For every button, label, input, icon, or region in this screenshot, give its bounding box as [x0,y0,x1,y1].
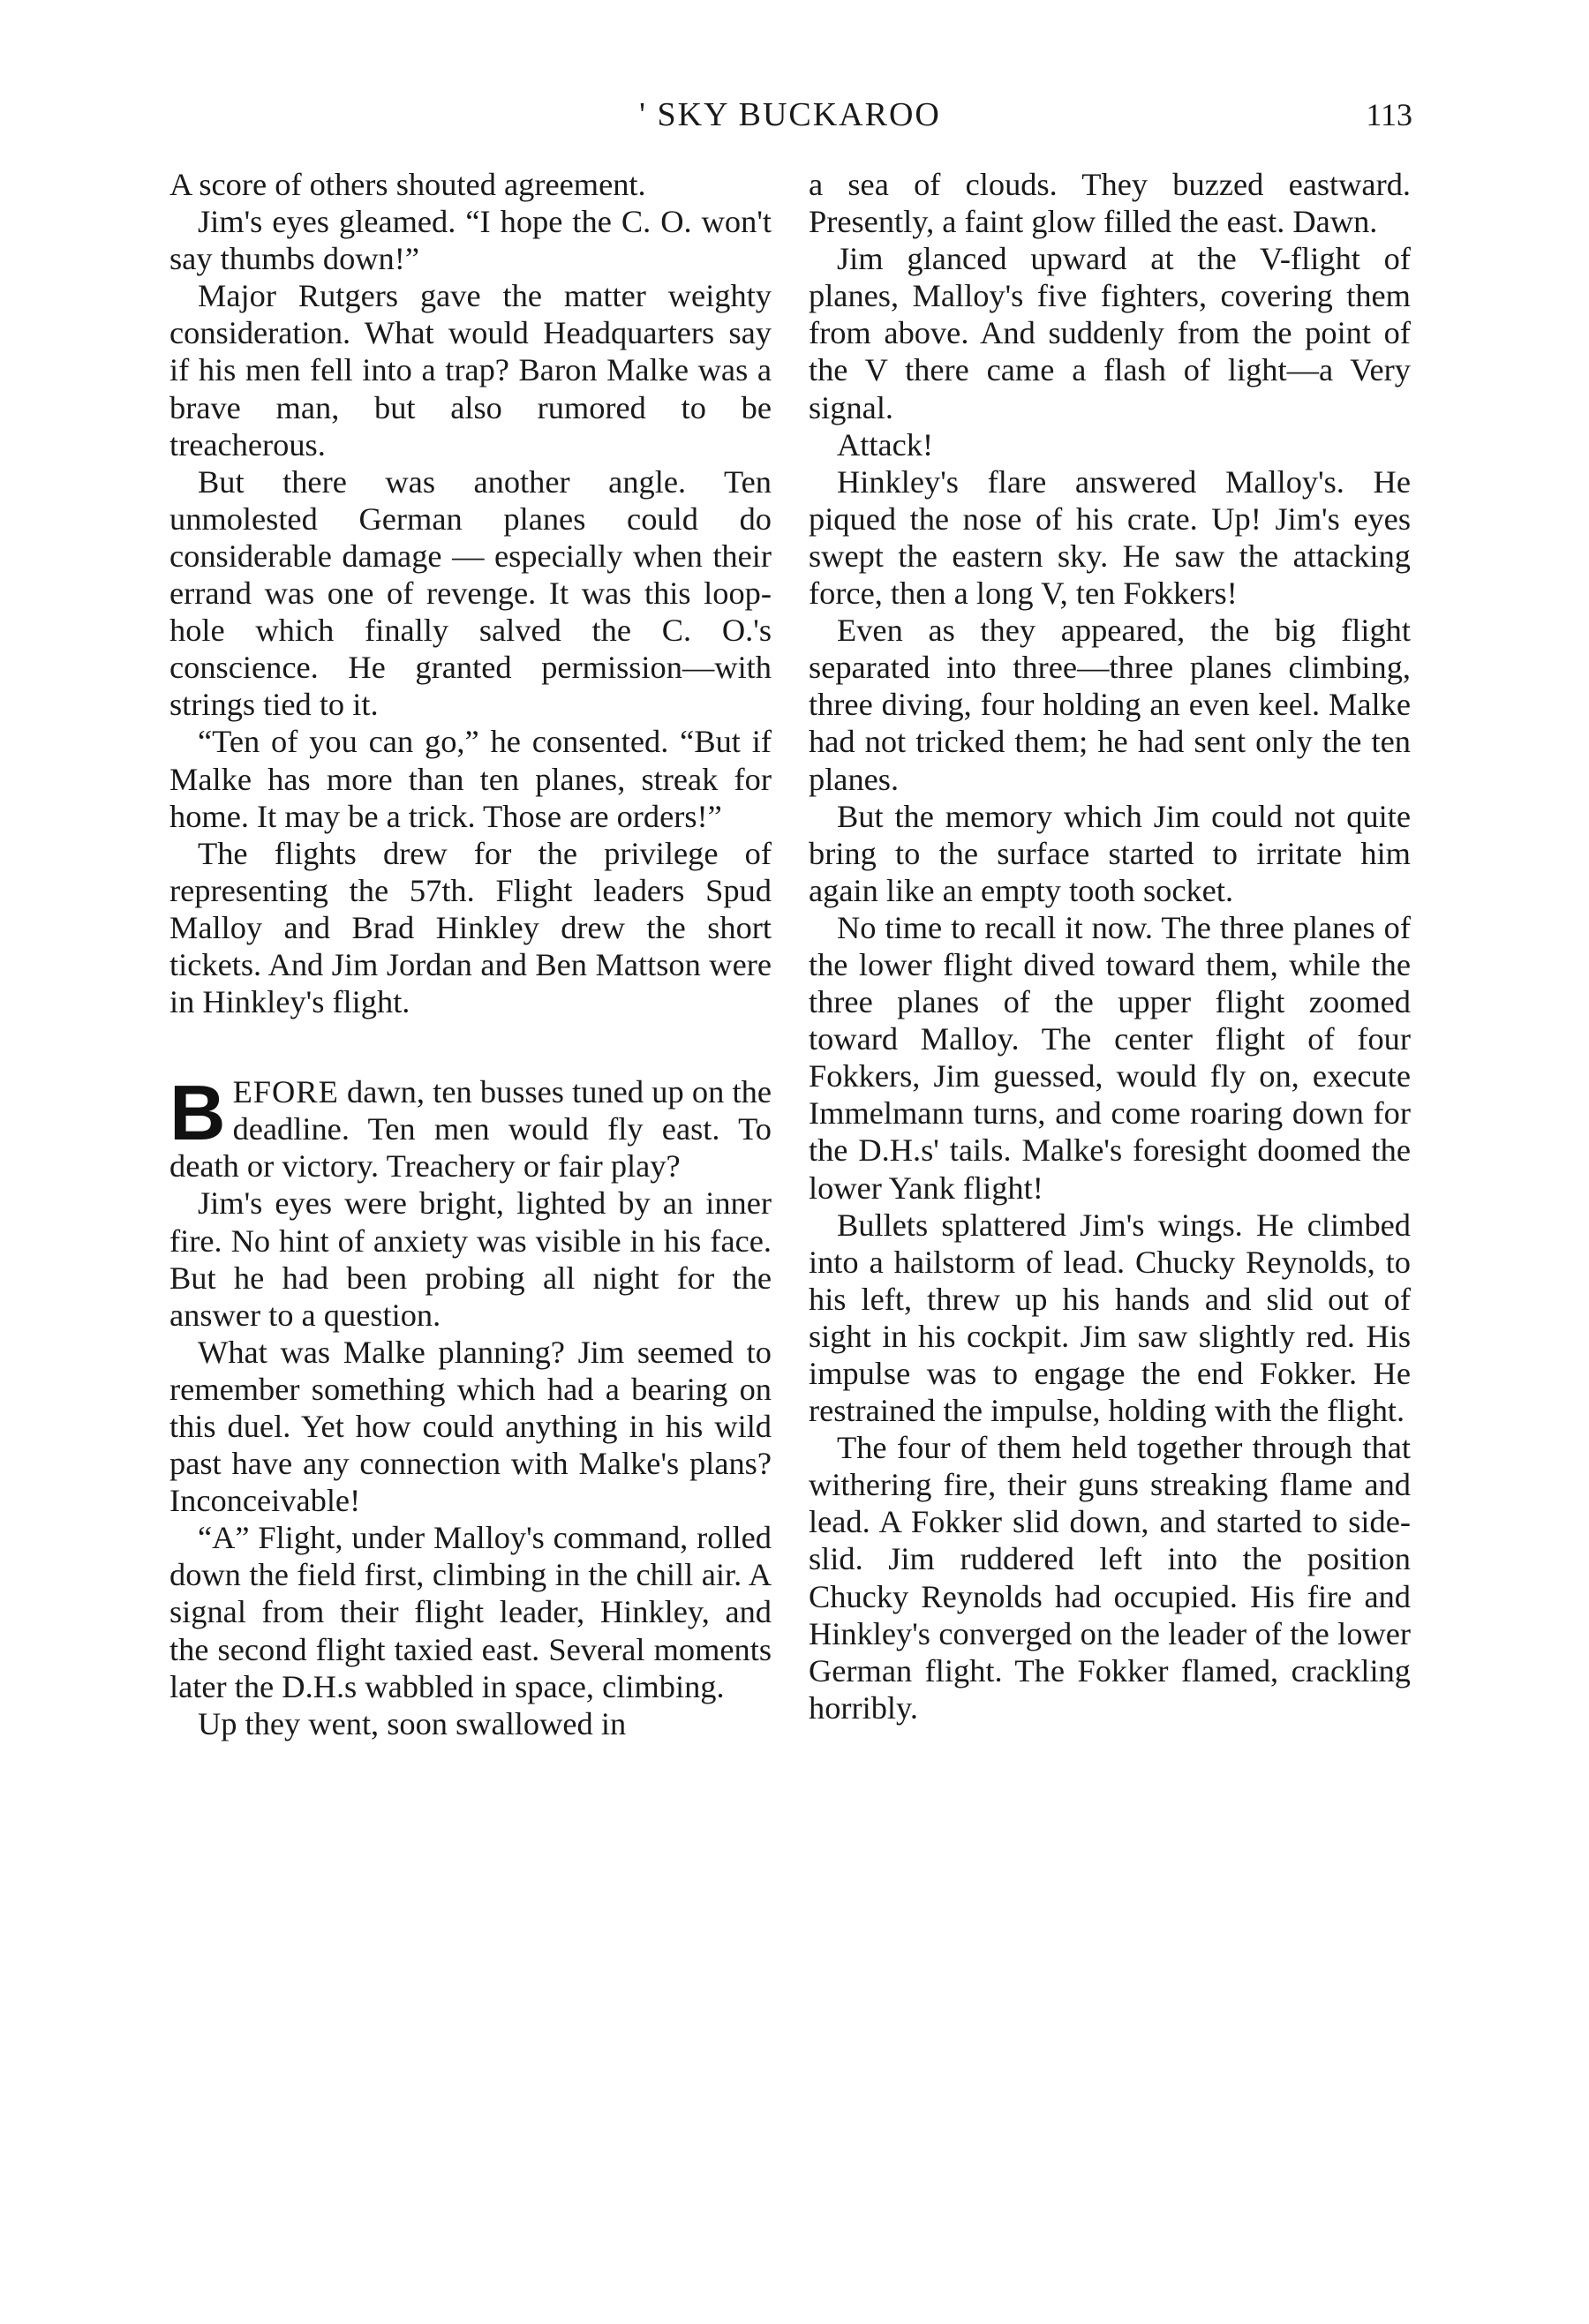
section-break [169,1020,772,1073]
paragraph: Even as they appeared, the big flight separated into three—three planes climbing, three diving, four holding an even keel. Malke had not tricked them; he had sent only the ten planes. [809,613,1411,797]
paragraph: Jim's eyes gleamed. “I hope the C. O. won't say thumbs down!” [169,204,772,277]
running-head [168,88,1412,141]
paragraph: Jim's eyes were bright, lighted by an inner fire. No hint of anxiety was visible in his face. But he had been probing all night for the answer to a question. [169,1185,772,1333]
paragraph: “A” Flight, under Malloy's command, rolled down the field first, climbing in the chill air. A signal from their flight leader, Hinkley, and the second flight taxied east. Several moments later the D.H.s wabbled in space, climbing. [169,1520,772,1704]
page-number: 113 [1366,97,1412,132]
paragraph: Bullets splattered Jim's wings. He climbed into a hailstorm of lead. Chucky Reynolds, to his left, threw up his hands and slid out of sight in his cockpit. Jim saw slightly red. His impulse was to engage the end Fokker. He restrained the impulse, holding with the flight. [809,1207,1411,1429]
running-title: ' SKY BUCKAROO [639,96,941,133]
paragraph: Major Rutgers gave the matter weighty consideration. What would Headquarters say if his men fell into a trap? Baron Malke was a brave man, but also rumored to be treacherous. [169,278,772,463]
paragraph: But there was another angle. Ten unmolested German planes could do considerable damage — especially when their errand was one of revenge. It was this loop-hole which finally salved the C. O.'s conscience. He granted permission—with strings tied to it. [169,463,772,723]
paragraph: Jim glanced upward at the V-flight of planes, Malloy's five fighters, covering them from above. And suddenly from the point of the V there came a flash of light—a Very signal. [809,241,1411,425]
paragraph: What was Malke planning? Jim seemed to remember something which had a bearing on this duel. Yet how could anything in his wild past have any connection with Malke's plans? Inconceivable! [169,1334,772,1519]
paragraph: The flights drew for the privilege of representing the 57th. Flight leaders Spud Malloy and Brad Hinkley drew the short tickets. And Jim Jordan and Ben Mattson were in Hinkley's flight. [169,835,772,1020]
section-opening-paragraph [169,1069,772,1185]
paragraph: a sea of clouds. They buzzed eastward. Presently, a faint glow filled the east. Dawn. [809,167,1411,240]
paragraph: Up they went, soon swallowed in [198,1705,627,1741]
paragraph: The four of them held together through that withering fire, their guns streaking flame and lead. A Fokker slid down, and started to side-slid. Jim ruddered left into the position Chucky Reynolds had occupied. His fire and Hinkley's converged on the leader of the lower German flight. The Fokker flamed, crackling horribly. [809,1430,1411,1726]
paragraph-text: dawn, ten busses tuned up on the deadline. Ten men would fly east. To death or victory. Treachery or fair play? [169,1074,772,1185]
left-column [169,166,772,1742]
paragraph: Hinkley's flare answered Malloy's. He piqued the nose of his crate. Up! Jim's eyes swept the eastern sky. He saw the attacking force, then a long V, ten Fokkers! [809,463,1411,612]
drop-cap: B [169,1069,226,1157]
paragraph: “Ten of you can go,” he consented. “But if Malke has more than ten planes, streak for home. It may be a trick. Those are orders!” [169,724,772,834]
paragraph: But the memory which Jim could not quite bring to the surface started to irritate him again like an empty tooth socket. [809,798,1411,908]
paragraph: A score of others shouted agreement. [169,167,646,202]
right-column [809,166,1411,1726]
paragraph: No time to recall it now. The three planes of the lower flight dived toward them, while the three planes of the upper flight zoomed toward Malloy. The center flight of four Fokkers, Jim guessed, would fly on, execute Immelmann turns, and come roaring down for the D.H.s' tails. Malke's foresight doomed the lower Yank flight! [809,909,1411,1206]
lead-caps: EFORE [232,1074,339,1110]
paragraph: Attack! [837,426,934,463]
